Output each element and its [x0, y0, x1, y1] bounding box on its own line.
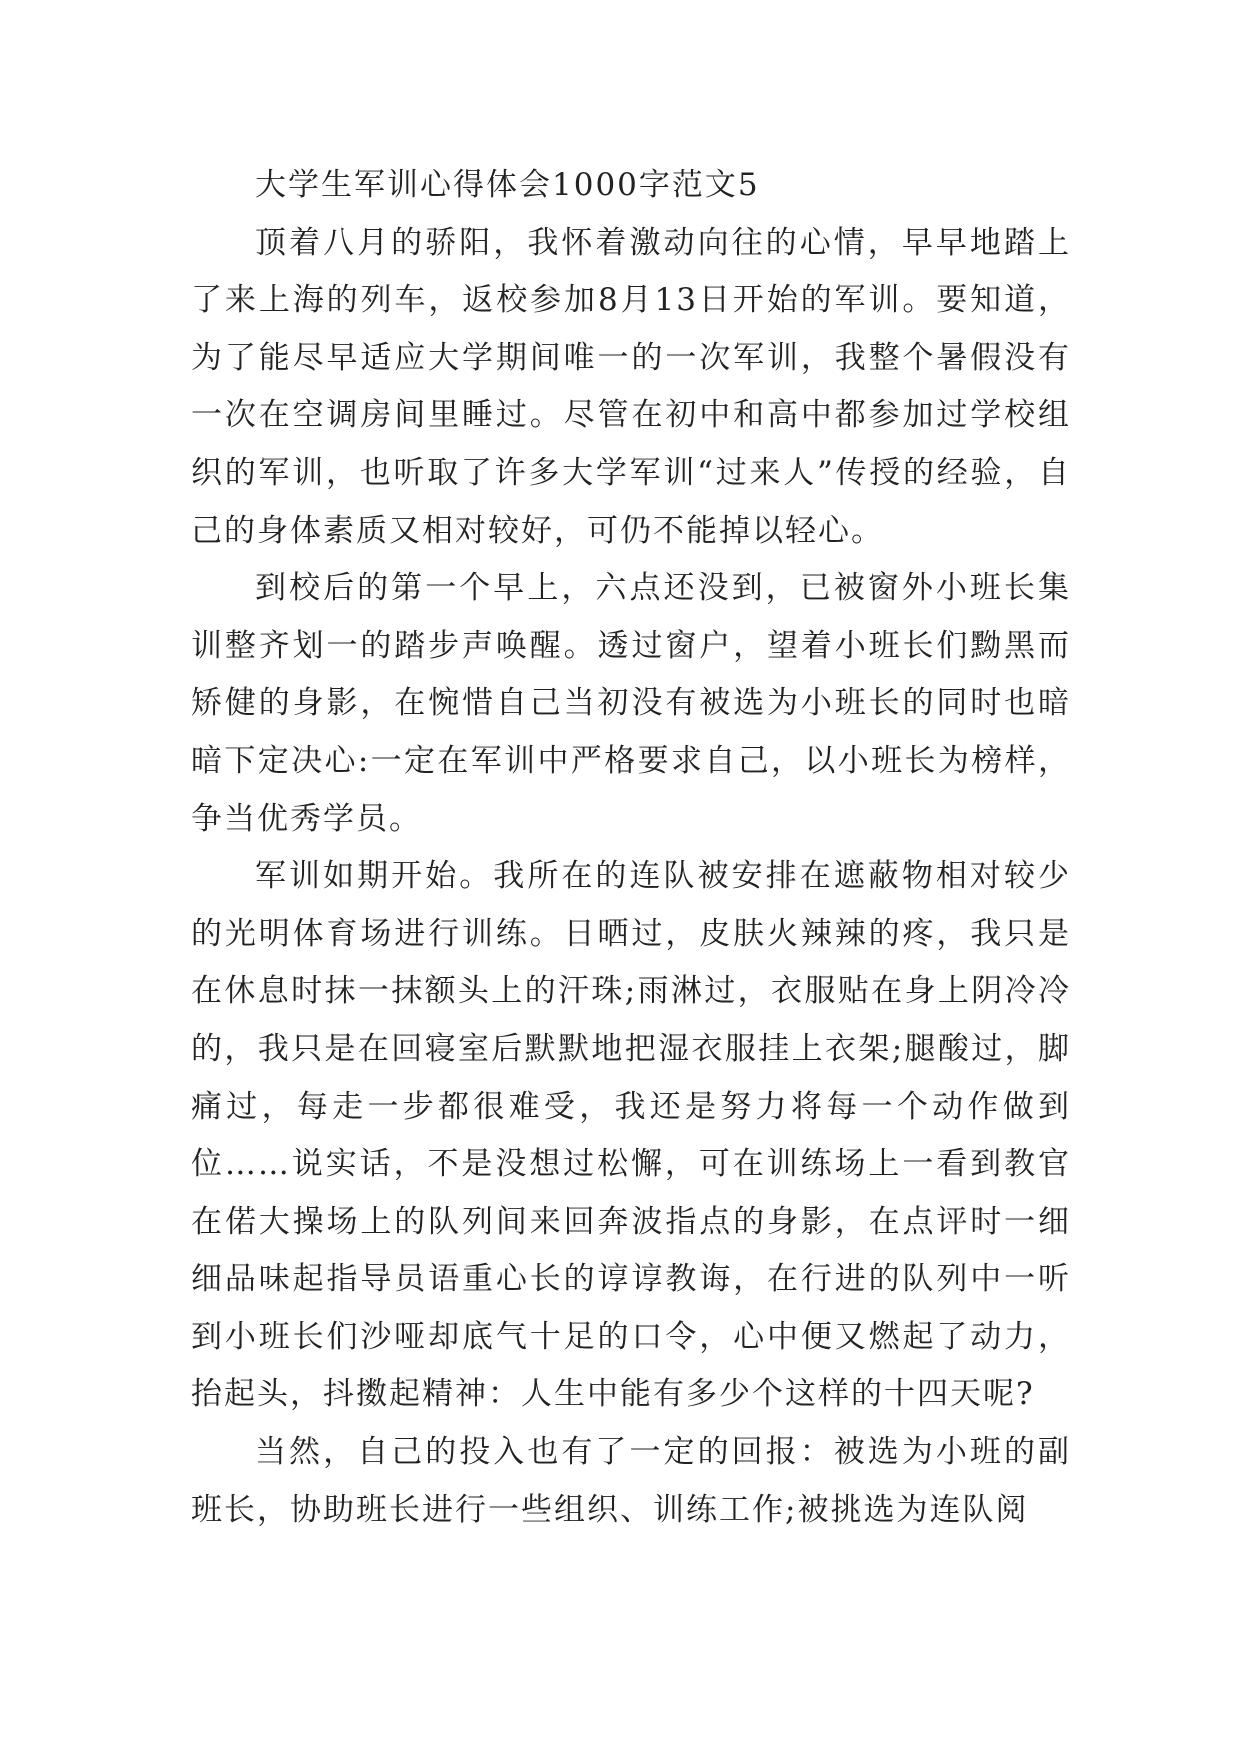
- paragraph-1: 顶着八月的骄阳，我怀着激动向往的心情，早早地踏上了来上海的列车，返校参加8月13日开始的军训。要知道，为了能尽早适应大学期间唯一的一次军训，我整个暑假没有一次在空调房间里睡过。尽管在初中和高中都参加过学校组织的军训，也听取了许多大学军训“过来人”传授的经验，自己的身体素质又相对较好，可仍不能掉以轻心。: [191, 224, 1071, 549]
- paragraph-3: 军训如期开始。我所在的连队被安排在遮蔽物相对较少的光明体育场进行训练。日晒过，皮肤火辣辣的疼，我只是在休息时抹一抹额头上的汗珠;雨淋过，衣服贴在身上阴冷冷的，我只是在回寝室后默默地把湿衣服挂上衣架;腿酸过，脚痛过，每走一步都很难受，我还是努力将每一个动作做到位……说实话，不是没想过松懈，可在训练场上一看到教官在偌大操场上的队列间来回奔波指点的身影，在点评时一细细品味起指导员语重心长的谆谆教诲，在行进的队列中一听到小班长们沙哑却底气十足的口令，心中便又燃起了动力，抬起头，抖擞起精神：人生中能有多少个这样的十四天呢?: [191, 858, 1071, 1413]
- paragraph-4: 当然，自己的投入也有了一定的回报：被选为小班的副班长，协助班长进行一些组织、训练工作;被挑选为连队阅: [191, 1434, 1071, 1528]
- document-title: 大学生军训心得体会1000字范文5: [255, 167, 760, 203]
- paragraph-2: 到校后的第一个早上，六点还没到，已被窗外小班长集训整齐划一的踏步声唤醒。透过窗户，望着小班长们黝黑而矫健的身影，在惋惜自己当初没有被选为小班长的同时也暗暗下定决心:一定在军训中严格要求自己，以小班长为榜样，争当优秀学员。: [191, 570, 1071, 837]
- document-body: [191, 157, 1071, 1539]
